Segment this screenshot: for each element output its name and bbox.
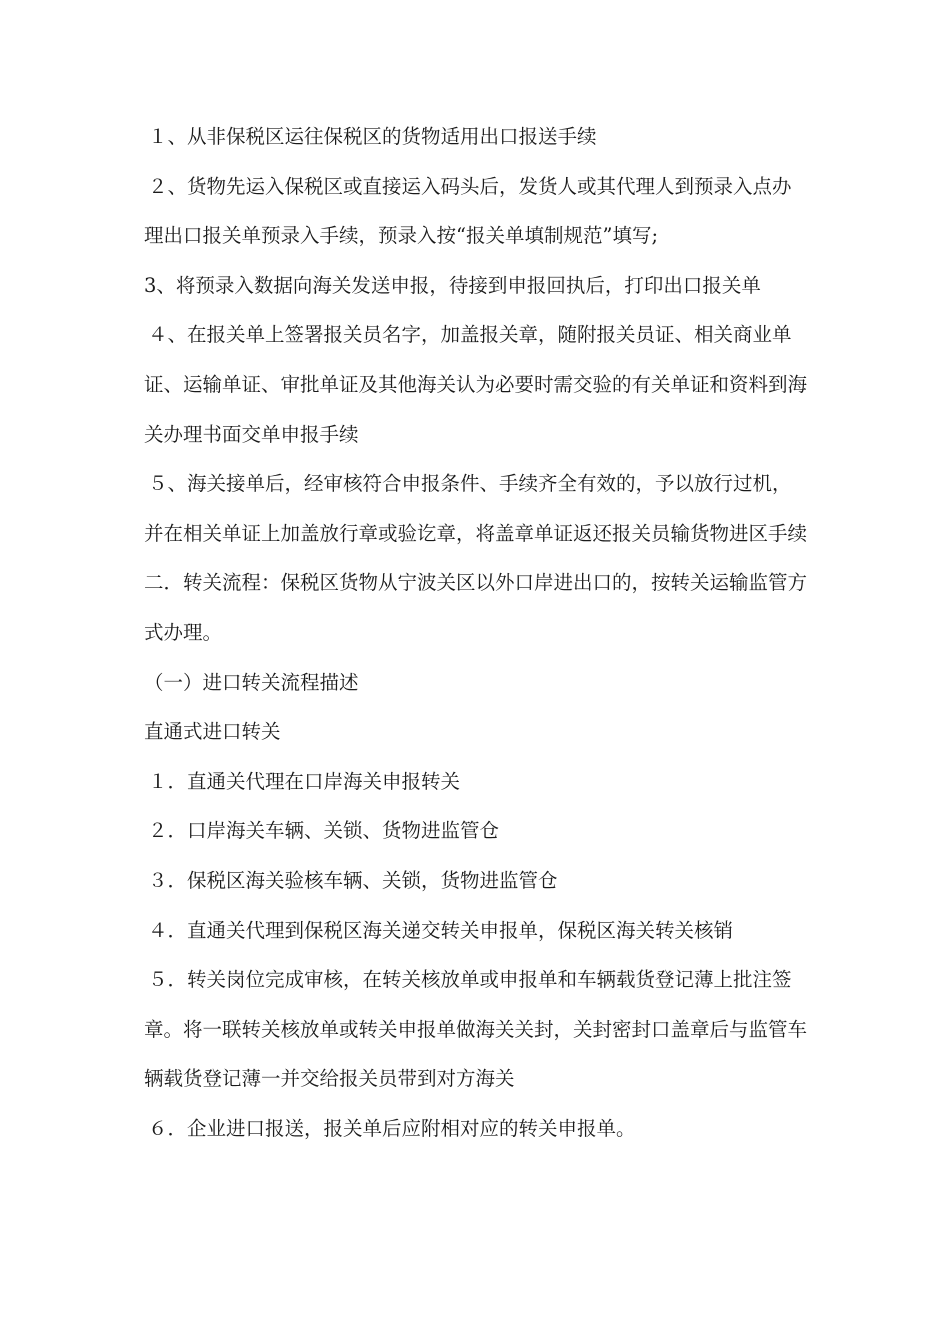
step-4: ４．直通关代理到保税区海关递交转关申报单，保税区海关转关核销 [148,918,734,942]
paragraph-3: 3、将预录入数据向海关发送申报，待接到申报回执后，打印出口报关单 [144,273,761,297]
subsection-heading-import-transfer: （一）进口转关流程描述 [144,670,359,694]
step-3: ３．保税区海关验核车辆、关锁，货物进监管仓 [148,868,558,892]
paragraph-1: １、从非保税区运往保税区的货物适用出口报送手续 [148,125,597,148]
paragraph-4: ４、在报关单上签署报关员名字，加盖报关章，随附报关员证、相关商业单证、运输单证、审批单证及其他海关认为必要时需交验的有关单证和资料到海关办理书面交单申报手续 [144,323,808,446]
step-5: ５．转关岗位完成审核，在转关核放单或申报单和车辆载货登记薄上批注签章。将一联转关核放单或转关申报单做海关关封，关封密封口盖章后与监管车辆载货登记薄一并交给报关员带到对方海关 [144,968,808,1091]
section-heading-transfer-flow: 二．转关流程：保税区货物从宁波关区以外口岸进出口的，按转关运输监管方式办理。 [144,571,808,644]
step-1: １．直通关代理在口岸海关申报转关 [148,769,461,793]
step-2: ２．口岸海关车辆、关锁、货物进监管仓 [148,819,500,843]
step-6: ６．企业进口报送，报关单后应附相对应的转关申报单。 [148,1116,636,1140]
document-body [144,112,809,1153]
subheading-direct-import-transfer: 直通式进口转关 [144,720,281,744]
paragraph-5: ５、海关接单后，经审核符合申报条件、手续齐全有效的，予以放行过机，并在相关单证上加盖放行章或验讫章，将盖章单证返还报关员输货物进区手续 [144,472,808,545]
paragraph-2: ２、货物先运入保税区或直接运入码头后，发货人或其代理人到预录入点办理出口报关单预录入手续，预录入按“报关单填制规范”填写; [144,174,792,248]
